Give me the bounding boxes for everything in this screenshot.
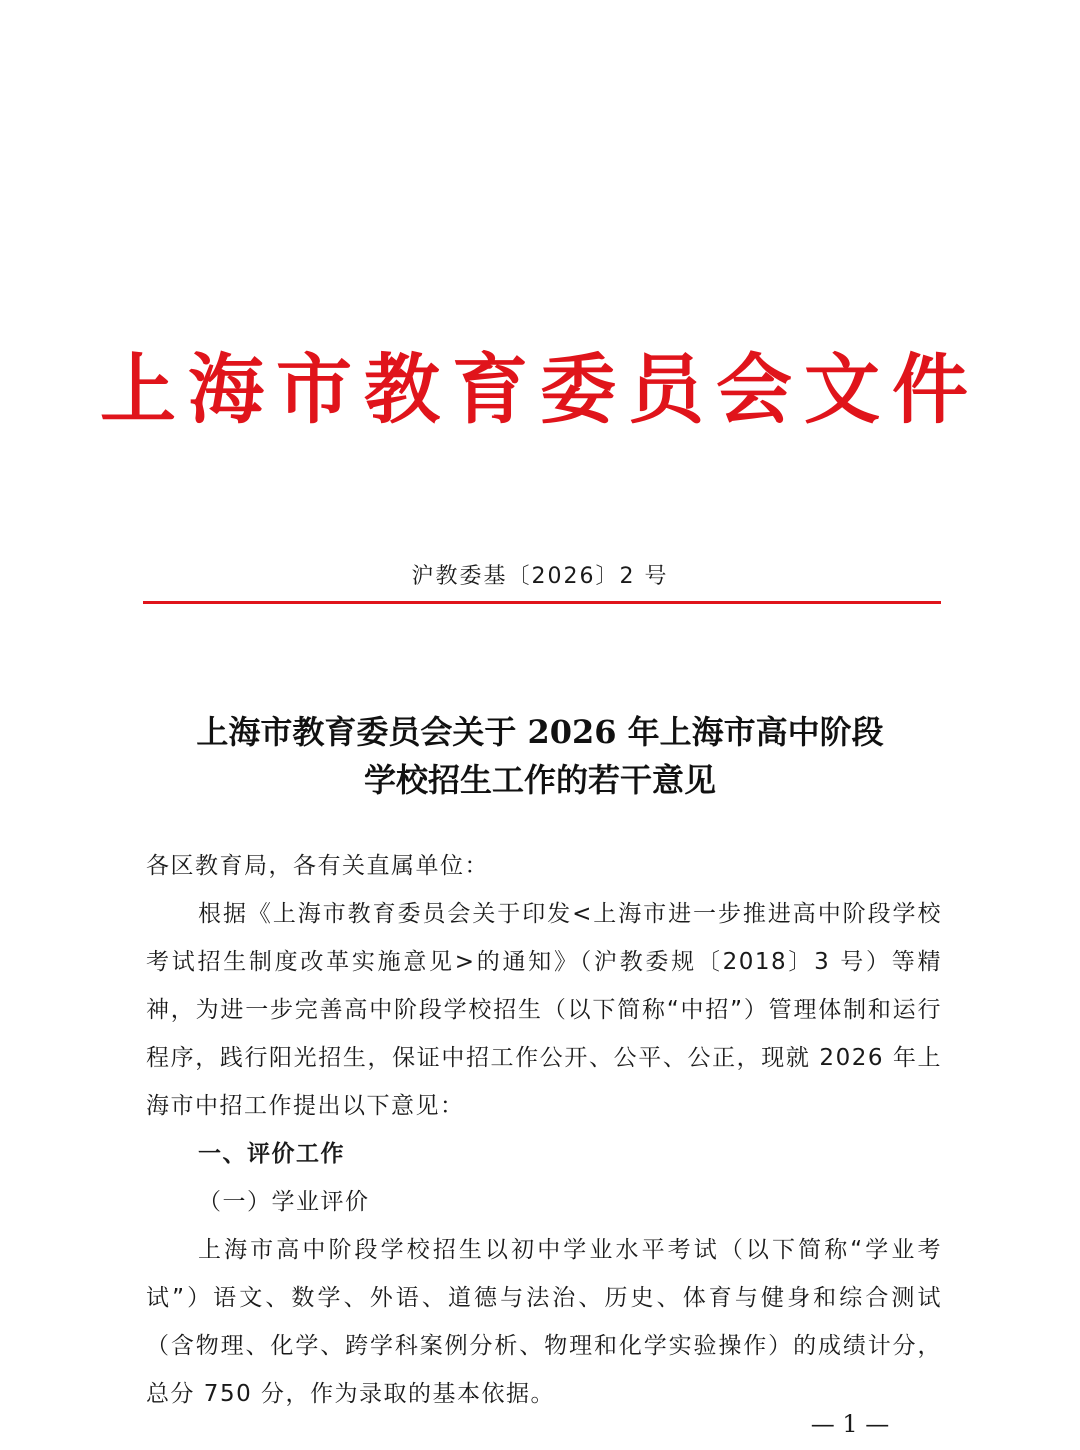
intro-paragraph: 根据《上海市教育委员会关于印发<上海市进一步推进高中阶段学校考试招生制度改革实施意见>的通知》（沪教委规〔2018〕3 号）等精神，为进一步完善高中阶段学校招生（以下简称“中招”）管理体制和运行程序，践行阳光招生，保证中招工作公开、公平、公正，现就 2026 年上海市中招工作提出以下意见： (146, 901, 942, 1119)
section-heading-evaluation: 一、评价工作 (198, 1141, 345, 1167)
red-divider-line (143, 601, 941, 604)
document-masthead: 上海市教育委员会文件 (100, 345, 980, 434)
document-number: 沪教委基〔2026〕2 号 (411, 564, 669, 589)
academic-evaluation-paragraph: 上海市高中阶段学校招生以初中学业水平考试（以下简称“学业考试”）语文、数学、外语、道德与法治、历史、体育与健身和综合测试（含物理、化学、跨学科案例分析、物理和化学实验操作）的成绩计分，总分 750 分，作为录取的基本依据。 (146, 1237, 942, 1407)
page-number: — 1 — (810, 1410, 890, 1438)
document-title-line-1: 上海市教育委员会关于 2026 年上海市高中阶段 (196, 713, 884, 751)
document-title (100, 708, 980, 804)
document-title-line-2: 学校招生工作的若干意见 (363, 761, 716, 799)
subsection-heading-academic-evaluation: （一）学业评价 (198, 1189, 370, 1215)
salutation: 各区教育局，各有关直属单位： (146, 853, 489, 879)
document-body (146, 842, 942, 1418)
